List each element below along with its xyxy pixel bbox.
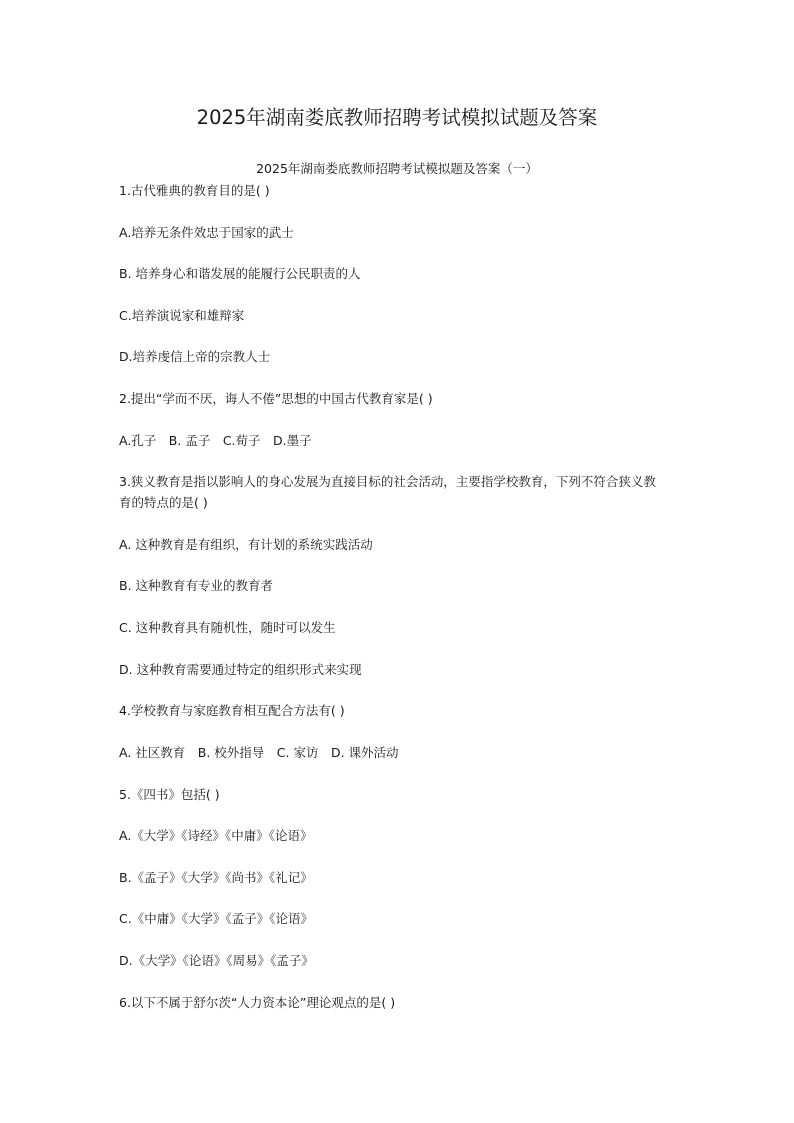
question-3-option-c: C. 这种教育具有随机性，随时可以发生 [119,620,336,635]
document-title: 2025年湖南娄底教师招聘考试模拟试题及答案 [196,106,598,129]
question-5-option-b: B.《孟子》《大学》《尚书》《礼记》 [119,870,313,885]
question-3-option-d: D. 这种教育需要通过特定的组织形式来实现 [119,662,362,677]
question-1: 1.古代雅典的教育目的是( ) [119,183,270,198]
question-3: 3.狭义教育是指以影响人的身心发展为直接目标的社会活动，主要指学校教育，下列不符合狭义教育的特点的是( ) [119,474,656,510]
question-1-option-c: C.培养演说家和雄辩家 [119,308,245,323]
question-2-options: A.孔子 B. 孟子 C.荀子 D.墨子 [119,433,312,448]
question-6: 6.以下不属于舒尔茨“人力资本论”理论观点的是( ) [119,995,396,1010]
question-4: 4.学校教育与家庭教育相互配合方法有( ) [119,703,345,718]
question-5-option-a: A.《大学》《诗经》《中庸》《论语》 [119,828,313,843]
question-5-option-c: C.《中庸》《大学》《孟子》《论语》 [119,911,313,926]
question-1-option-b: B. 培养身心和谐发展的能履行公民职责的人 [119,266,361,281]
question-1-option-a: A.培养无条件效忠于国家的武士 [119,225,294,240]
question-3-option-b: B. 这种教育有专业的教育者 [119,578,274,593]
question-4-options: A. 社区教育 B. 校外指导 C. 家访 D. 课外活动 [119,745,399,760]
question-1-option-d: D.培养虔信上帝的宗教人士 [119,349,271,364]
question-5: 5.《四书》包括( ) [119,787,220,802]
question-3-option-a: A. 这种教育是有组织，有计划的系统实践活动 [119,537,373,552]
question-5-option-d: D.《大学》《论语》《周易》《孟子》 [119,953,314,968]
section-subtitle: 2025年湖南娄底教师招聘考试模拟题及答案（一） [256,161,538,176]
question-2: 2.提出“学而不厌，诲人不倦”思想的中国古代教育家是( ) [119,391,433,406]
